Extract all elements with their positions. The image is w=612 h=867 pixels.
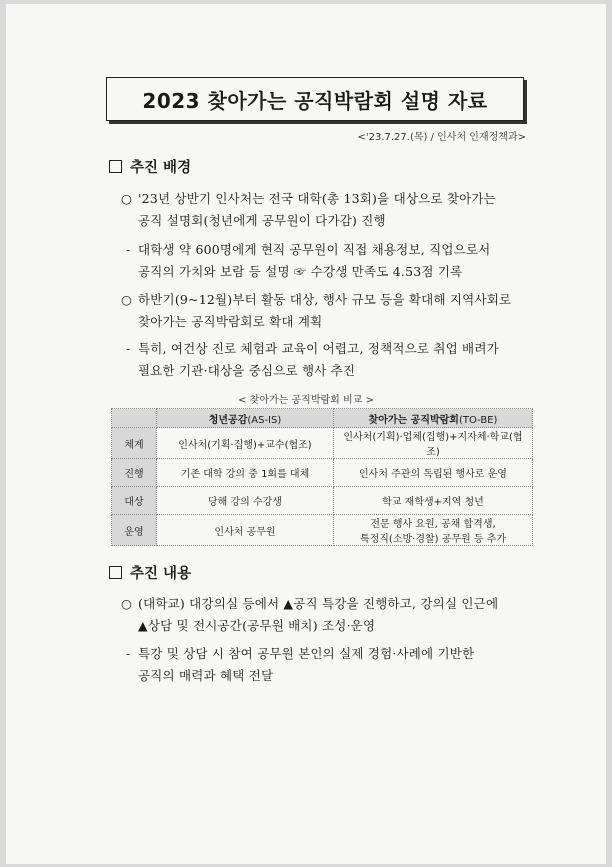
circle-bullet-icon: ○ (121, 292, 133, 307)
row-label: 체계 (112, 428, 157, 459)
paragraph-line: 공직의 매력과 혜택 전달 (138, 668, 274, 683)
section-title: 추진 내용 (130, 566, 192, 582)
cell-asis: 당해 강의 수강생 (157, 487, 334, 515)
paragraph-bullet (121, 289, 512, 333)
section-heading-background (109, 156, 191, 177)
table-header-row (112, 409, 533, 428)
comparison-table (111, 408, 533, 546)
document-title: 2023 찾아가는 공직박람회 설명 자료 (106, 77, 524, 121)
paragraph-dash (126, 239, 491, 283)
circle-bullet-icon: ○ (121, 191, 133, 206)
section-title: 추진 배경 (130, 160, 192, 176)
table-header-asis (157, 409, 334, 428)
cell-tobe: 학교 재학생+지역 청년 (334, 487, 533, 515)
paragraph-line: 필요한 기관·대상을 중심으로 행사 추진 (138, 363, 356, 378)
paragraph-bullet (121, 188, 496, 232)
header-label: 찾아가는 공직박람회 (368, 414, 459, 426)
table-header-empty (112, 409, 157, 428)
dash-bullet: - (126, 242, 131, 257)
row-label: 진행 (112, 459, 157, 487)
paragraph-line: 공직의 가치와 보람 등 설명 ☞ 수강생 만족도 4.53점 기록 (138, 264, 463, 279)
paragraph-line: ▲상담 및 전시공간(공무원 배치) 조성·운영 (138, 618, 376, 633)
cell-tobe: 인사처(기획)·업체(집행)+지자체·학교(협조) (334, 428, 533, 459)
document-date: <'23.7.27.(목) / 인사처 인재정책과> (357, 132, 526, 143)
cell-line: 전문 행사 요원, 공채 합격생, (370, 519, 496, 530)
paragraph-line: 하반기(9~12월)부터 활동 대상, 행사 규모 등을 확대해 지역사회로 (138, 292, 512, 307)
paragraph-line: 특강 및 상담 시 참여 공무원 본인의 실제 경험·사례에 기반한 (138, 646, 475, 661)
header-label: 청년공감 (208, 414, 248, 426)
cell-asis: 인사처(기획·집행)+교수(협조) (157, 428, 334, 459)
circle-bullet-icon: ○ (121, 596, 133, 611)
paragraph-line: 특히, 여건상 진로 체험과 교육이 어렵고, 정책적으로 취업 배려가 (138, 341, 499, 356)
table-row (112, 459, 533, 487)
section-heading-content (109, 562, 191, 583)
cell-tobe (334, 515, 533, 546)
cell-asis: 기존 대학 강의 중 1회를 대체 (157, 459, 334, 487)
paragraph-line: 대학생 약 600명에게 현직 공무원이 직접 채용정보, 직업으로서 (138, 242, 491, 257)
paragraph-line: 공직 설명회(청년에게 공무원이 다가감) 진행 (138, 213, 386, 228)
row-label: 대상 (112, 487, 157, 515)
paragraph-dash (126, 338, 499, 382)
dash-bullet: - (126, 341, 131, 356)
header-tag: (AS-IS) (247, 414, 282, 426)
paragraph-bullet (121, 593, 499, 637)
dash-bullet: - (126, 646, 131, 661)
cell-line: 특정직(소방·경찰) 공무원 등 추가 (359, 534, 507, 545)
table-row (112, 515, 533, 546)
table-row (112, 487, 533, 515)
paragraph-line: 찾아가는 공직박람회로 확대 계획 (138, 314, 323, 329)
table-row (112, 428, 533, 459)
paragraph-dash (126, 643, 475, 687)
checkbox-square-icon (109, 160, 122, 173)
table-header-tobe (334, 409, 533, 428)
paragraph-line: (대학교) 대강의실 등에서 ▲공직 특강을 진행하고, 강의실 인근에 (138, 596, 499, 611)
cell-tobe: 인사처 주관의 독립된 행사로 운영 (334, 459, 533, 487)
checkbox-square-icon (109, 566, 122, 579)
header-tag: (TO-BE) (458, 414, 498, 426)
row-label: 운영 (112, 515, 157, 546)
paragraph-line: '23년 상반기 인사처는 전국 대학(총 13회)을 대상으로 찾아가는 (138, 191, 496, 206)
table-caption: < 찾아가는 공직박람회 비교 > (238, 395, 374, 406)
document-page (6, 4, 606, 864)
cell-asis: 인사처 공무원 (157, 515, 334, 546)
